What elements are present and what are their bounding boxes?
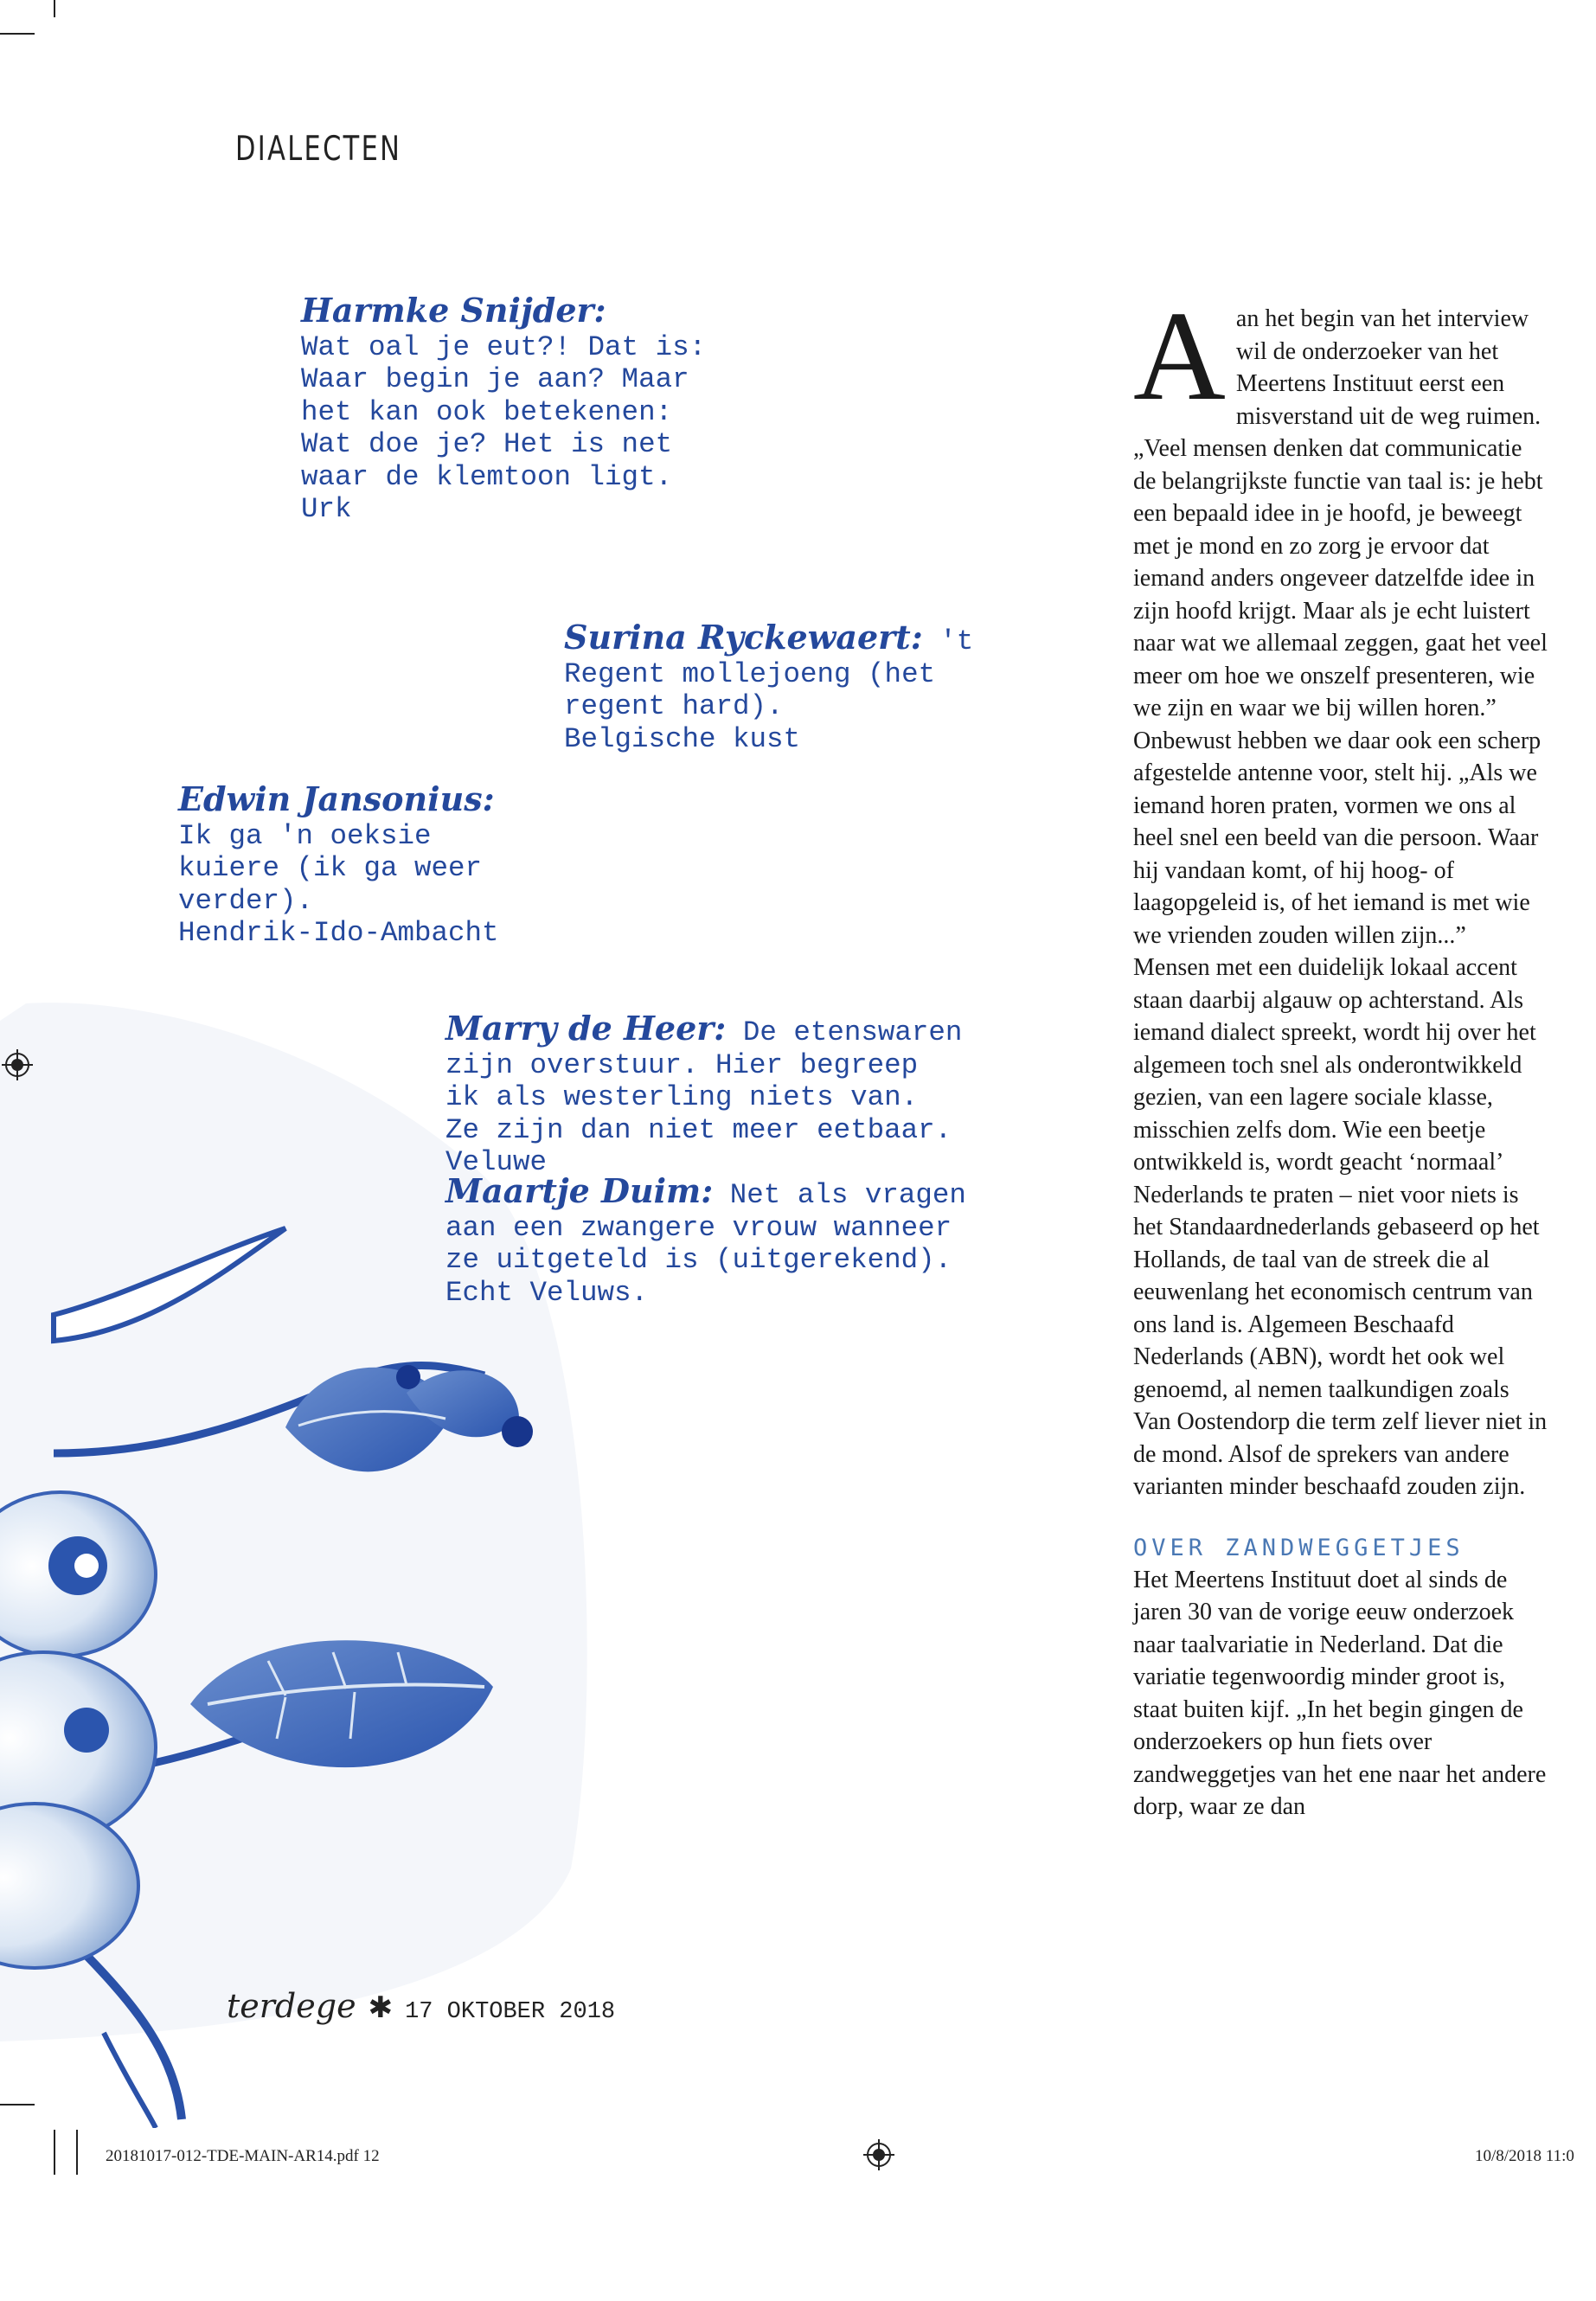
quote-place: Belgische kust xyxy=(564,722,801,755)
magazine-brand: terdege xyxy=(227,1987,356,2025)
quote-speaker: Edwin Jansonius: xyxy=(178,779,495,818)
quote-speaker: Maartje Duim: xyxy=(445,1171,714,1210)
quote-speaker: Surina Ryckewaert: xyxy=(564,618,923,657)
section-label: DIALECTEN xyxy=(235,130,402,169)
registration-mark-icon xyxy=(2,1049,33,1080)
article-column xyxy=(1133,285,1548,1823)
crop-mark xyxy=(54,0,55,17)
article-paragraph: Aan het begin van het interview wil de onderzoeker van het Meertens Instituut eerst een misverstand uit de weg ruimen. „Veel mensen denken dat communicatie de belangrijkste functie van taal is: je hebt een bepaald idee in je hoofd, je beweegt met je mond en zo zorg je ervoor dat iemand anders ongeveer datzelfde idee in zijn hoofd krijgt. Maar als je echt luistert naar wat we allemaal zeggen, gaat het veel meer om hoe we onszelf presenteren, wie we zijn en waar we bij willen horen.” Onbewust hebben we daar ook een scherp afgestelde antenne voor, stelt hij. „Als we iemand horen praten, vormen we ons al heel snel een beeld van die persoon. Waar hij vandaan komt, of hij hoog- of laagopgeleid is, of het iemand is met wie we vrienden zouden willen zijn...” xyxy=(1133,285,1548,949)
quote-surina: Surina Ryckewaert: 't Regent mollejoeng (het regent hard). Belgische kust xyxy=(564,618,974,755)
crop-mark xyxy=(0,33,35,35)
page-footer xyxy=(227,1987,615,2025)
print-slug-file: 20181017-012-TDE-MAIN-AR14.pdf 12 xyxy=(106,2147,380,2165)
crop-mark xyxy=(54,2130,55,2175)
asterisk-icon: ✱ xyxy=(368,1990,394,2025)
quote-speaker: Harmke Snijder: xyxy=(301,291,606,330)
drop-cap: A xyxy=(1133,285,1226,427)
print-slug-datetime: 10/8/2018 11:0 xyxy=(1475,2147,1574,2165)
article-subhead: OVER ZANDWEGGETJES xyxy=(1133,1534,1465,1561)
quote-edwin: Edwin Jansonius: Ik ga 'n oeksie kuiere (ik ga weer verder). Hendrik-Ido-Ambacht xyxy=(178,779,499,949)
quote-place: Hendrik-Ido-Ambacht xyxy=(178,917,499,949)
crop-mark xyxy=(76,2130,78,2175)
quote-speaker: Marry de Heer: xyxy=(445,1009,727,1048)
quote-place: Veluwe xyxy=(445,1146,548,1178)
quote-place: Urk xyxy=(301,493,352,525)
quote-marry: Marry de Heer: De etenswaren zijn overstuur. Hier begreep ik als westerling niets van. Ze zijn dan niet meer eetbaar. Veluwe xyxy=(445,1009,963,1178)
issue-date: 17 OKTOBER 2018 xyxy=(405,1999,616,2025)
quote-maartje: Maartje Duim: Net als vragen aan een zwangere vrouw wanneer ze uitgeteld is (uitgerekend). Echt Veluws. xyxy=(445,1171,966,1309)
registration-mark-icon xyxy=(863,2139,894,2170)
article-paragraph: Het Meertens Instituut doet al sinds de jaren 30 van de vorige eeuw onderzoek naar taalvariatie in Nederland. Dat die variatie tegenwoordig minder groot is, staat buiten kijf. „In het begin gingen de onderzoekers op hun fiets over zandweggetjes van het ene naar het andere dorp, waar ze dan xyxy=(1133,1566,1547,1820)
quote-harmke: Harmke Snijder: Wat oal je eut?! Dat is: Waar begin je aan? Maar het kan ook betekenen: Wat doe je? Het is net waar de klemtoon ligt. Urk xyxy=(301,291,707,525)
article-paragraph: Mensen met een duidelijk lokaal accent staan daarbij algauw op achterstand. Als iemand dialect spreekt, wordt hij over het algemeen toch snel als onderontwikkeld gezien, van een lagere sociale klasse, misschien zelfs dom. Wie een beetje ontwikkeld is, wordt geacht ‘normaal’ Nederlands te praten – niet voor niets is het Standaardnederlands gebaseerd op het Hollands, de taal van de streek die al eeuwenlang het economisch centrum van ons land is. Algemeen Beschaafd Nederlands (ABN), wordt het ook wel genoemd, al nemen taalkundigen zoals Van Oostendorp die term zelf liever niet in de mond. Alsof de sprekers van andere varianten minder beschaafd zouden zijn. xyxy=(1133,954,1548,1500)
